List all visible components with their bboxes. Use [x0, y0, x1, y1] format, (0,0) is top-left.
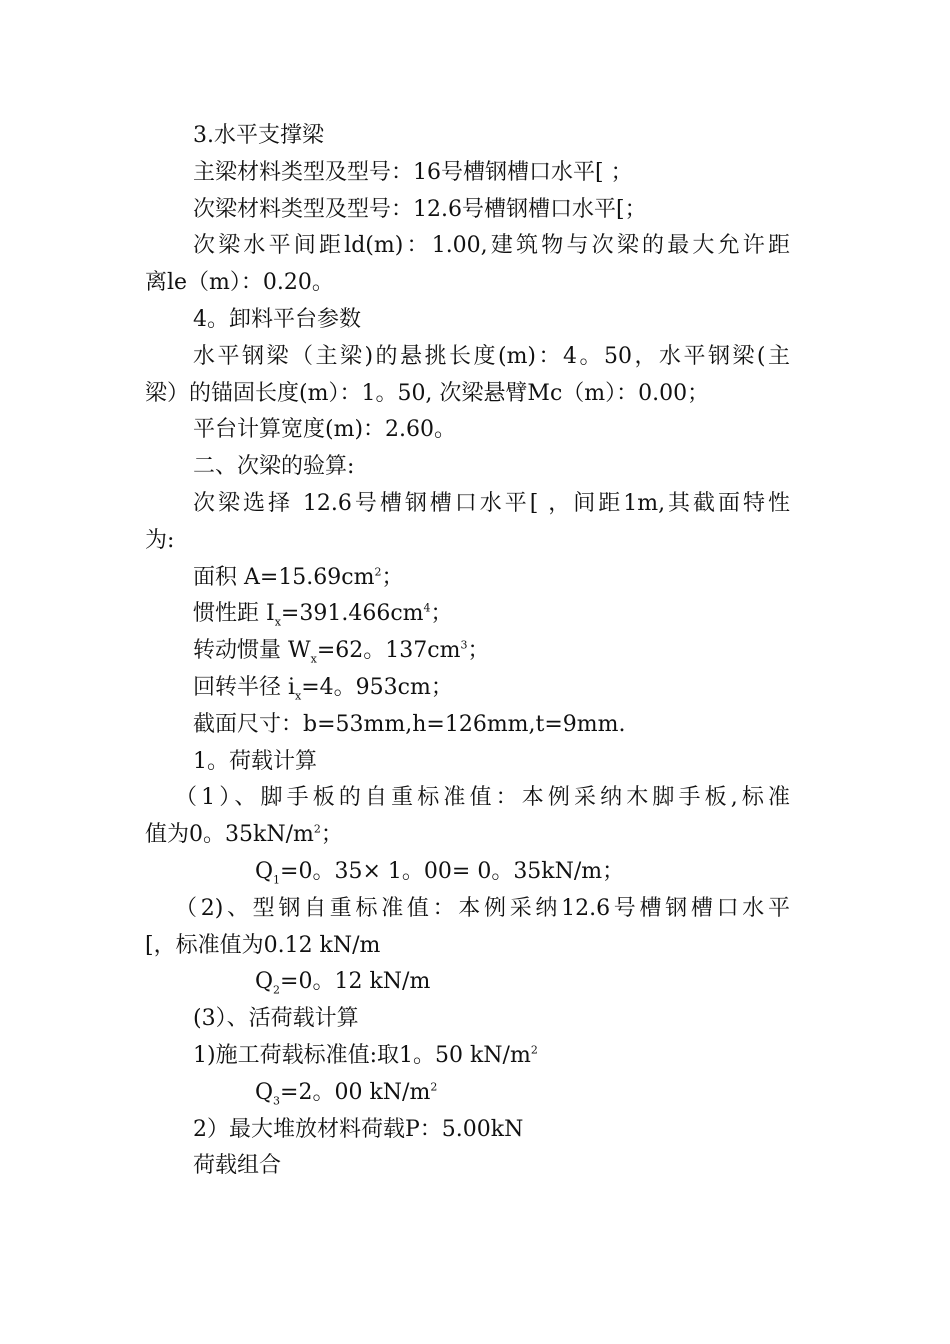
section-heading-secondary-beam-check: 二、次梁的验算: [193, 454, 355, 480]
section-area: 面积 $A=15.69cm^2$； [193, 564, 404, 590]
section-heading-platform-params: 4。卸料平台参数 [193, 306, 361, 332]
secondary-beam-material: 次梁材料类型及型号：12.6号槽钢槽口水平[； [193, 196, 647, 222]
cantilever-length: 水平钢梁（主梁)的悬挑长度(m)：4。50，水平钢梁(主 [193, 343, 790, 369]
load-combination-heading: 荷载组合 [193, 1153, 282, 1179]
section-dimensions: 截面尺寸：b=53mm,h=126mm,t=9mm. [193, 711, 626, 737]
construction-load: 1)施工荷载标准值:取1。50 $kN/m^2$ [193, 1042, 538, 1068]
moment-of-inertia: 惯性距 $I_x=391.466cm^4$； [193, 601, 453, 629]
secondary-beam-selection: 次梁选择 12.6号槽钢槽口水平[ ，间距1m,其截面特性 [193, 490, 790, 516]
section-modulus: 转动惯量 $W_x=62$。$137cm^3$； [193, 638, 490, 666]
secondary-beam-spacing-cont: 离le（m）：0.20。 [145, 270, 334, 296]
secondary-beam-selection-cont: 为: [145, 527, 175, 553]
steel-self-weight-cont: [，标准值为0.12 kN/m [145, 932, 381, 958]
live-load-heading: (3）、活荷载计算 [193, 1006, 359, 1032]
platform-width: 平台计算宽度(m)：2.60。 [193, 417, 457, 443]
formula-q1: $Q_1=0$。35× 1。00= 0。35kN/m； [255, 858, 625, 887]
formula-q3: $Q_3=2$。00 $kN/m^2$ [255, 1079, 438, 1108]
max-material-load: 2）最大堆放材料荷载P：5.00kN [193, 1116, 524, 1142]
scaffold-board-weight: （1）、脚手板的自重标准值：本例采纳木脚手板,标准 [175, 785, 790, 811]
radius-of-gyration: 回转半径 $i_x=4$。953cm； [193, 674, 453, 703]
main-beam-material: 主梁材料类型及型号：16号槽钢槽口水平[ ； [193, 159, 633, 185]
anchor-length: 梁）的锚固长度(m）：1。50, 次梁悬臂Mc（m）：0.00； [145, 380, 710, 406]
document-body [145, 118, 790, 1185]
steel-self-weight: （2)、型钢自重标准值：本例采纳12.6号槽钢槽口水平 [175, 895, 790, 921]
section-heading-horizontal-support-beam: 3.水平支撑梁 [193, 123, 324, 148]
formula-q2: $Q_2=0$。12 kN/m [255, 969, 431, 997]
scaffold-board-weight-cont: 值为0。$35kN/m^2$； [145, 822, 343, 848]
secondary-beam-spacing: 次梁水平间距ld(m)：1.00,建筑物与次梁的最大允许距 [193, 233, 790, 259]
section-heading-load-calc: 1。荷载计算 [193, 748, 317, 774]
